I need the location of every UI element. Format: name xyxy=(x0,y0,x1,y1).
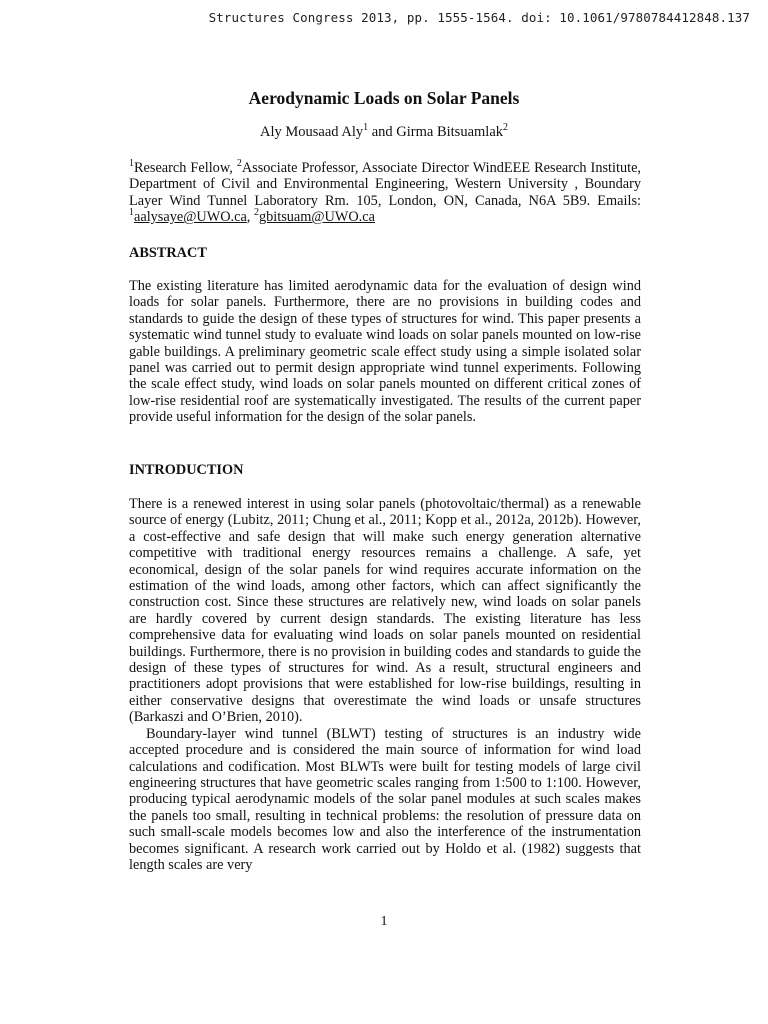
abstract-paragraph: The existing literature has limited aerodynamic data for the evaluation of design wind loads for solar panels. Furthermore, there are no provisions in building codes and standards to guide the design of these types of structures for wind. This paper presents a systematic wind tunnel study to evaluate wind loads on solar panels mounted on low-rise gable buildings. A preliminary geometric scale effect study using a simple isolated solar panel was carried out to permit design appropriate wind tunnel experiments. Following the scale effect study, wind loads on solar panels mounted on different critical zones of low-rise residential roof are systematically investigated. The results of the current paper provide useful information for the design of the solar panels. xyxy=(129,278,641,426)
email-superscript: 1 xyxy=(129,207,134,219)
affiliation-text: Research Fellow, xyxy=(134,160,237,176)
author-superscript: 1 xyxy=(363,122,369,134)
email-link[interactable]: aalysaye@UWO.ca xyxy=(134,209,247,226)
page-number: 1 xyxy=(380,914,388,929)
author-name: Girma Bitsuamlak xyxy=(396,124,503,140)
email-separator: , xyxy=(246,209,254,226)
email-superscript: 2 xyxy=(253,207,259,219)
affiliation-block xyxy=(129,160,641,226)
paper-title: Aerodynamic Loads on Solar Panels xyxy=(248,88,520,108)
email-link[interactable]: gbitsuam@UWO.ca xyxy=(258,209,375,226)
author-superscript: 2 xyxy=(503,122,508,134)
abstract-heading: ABSTRACT xyxy=(129,245,207,261)
body-paragraph: Boundary-layer wind tunnel (BLWT) testing of structures is an industry wide accepted procedure and is considered the main source of information for wind load calculations and codification. Most BLWTs were built for testing models of large civil engineering structures that have geometric scales ranging from 1:500 to 1:100. However, producing typical aerodynamic models of the solar panel modules at such scales makes the panels too small, resulting in technical problems: the resolution of pressure data on such small-scale models becomes low and also the interference of the instrumentation becomes significant. A research work carried out by Holdo et al. (1982) suggests that length scales are very xyxy=(129,725,641,873)
affiliation-text: Associate Professor, Associate Director WindEEE Research Institute, Department of Civil and Environmental Engineering, Western University , Boundary Layer Wind Tunnel Laboratory Rm. 105, London, ON, Canada, N6A 5B9. Emails: xyxy=(129,160,641,209)
introduction-body xyxy=(129,496,641,873)
author-separator: and xyxy=(368,124,397,140)
introduction-heading: INTRODUCTION xyxy=(129,462,244,478)
affiliation-superscript: 2 xyxy=(236,158,242,170)
header-citation: Structures Congress 2013, pp. 1555-1564. doi: 10.1061/9780784412848.137 xyxy=(208,10,750,25)
author-line xyxy=(0,124,768,141)
affiliation-superscript: 1 xyxy=(129,158,134,170)
author-name: Aly Mousaad Aly xyxy=(259,124,364,140)
body-paragraph: There is a renewed interest in using solar panels (photovoltaic/thermal) as a renewable source of energy (Lubitz, 2011; Chung et al., 2011; Kopp et al., 2012a, 2012b). However, a cost-effective and safe design that will make such energy generation alternative competitive with traditional energy resources remains a challenge. A safe, yet economical, design of the solar panels for wind requires accurate information on the estimation of the wind loads, among other factors, which can affect significantly the construction cost. Since these structures are relatively new, wind loads on solar panels are hardly covered by current design standards. The existing literature has less comprehensive data for evaluating wind loads on solar panels mounted on residential buildings. Furthermore, there is no provision in building codes and standards to guide the design of these types of structures for wind. As a result, structural engineers and practitioners adopt provisions that were established for low-rise buildings, resulting in either conservative designs that overestimate the wind loads or unsafe structures (Barkaszi and O’Brien, 2010). xyxy=(129,496,641,726)
